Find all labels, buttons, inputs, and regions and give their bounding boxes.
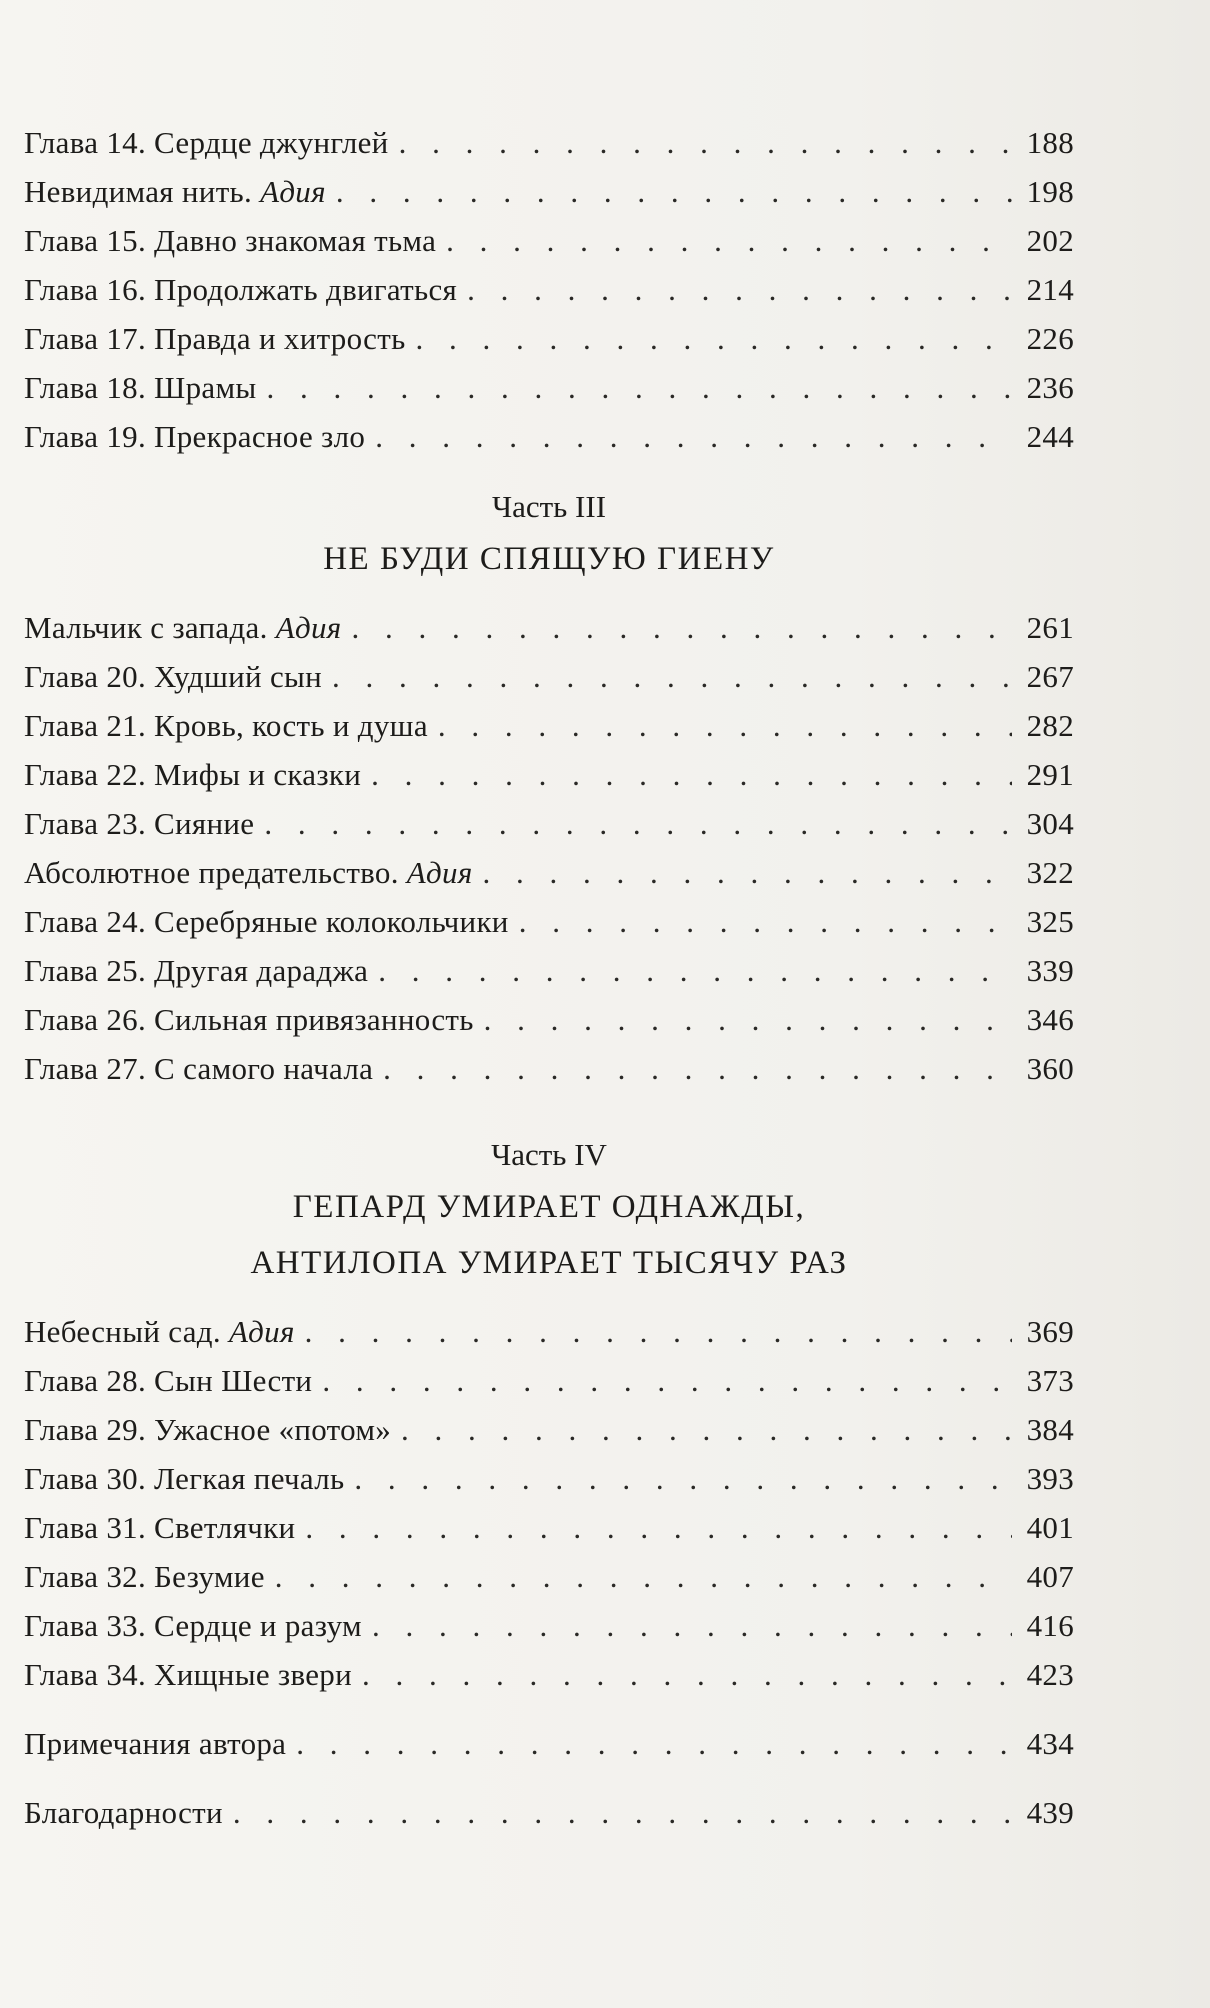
entry-title bbox=[24, 1405, 391, 1454]
page-number: 202 bbox=[1026, 223, 1074, 258]
entry-title bbox=[24, 1601, 362, 1650]
part-4-title-line-2: АНТИЛОПА УМИРАЕТ ТЫСЯЧУ РАЗ bbox=[250, 1245, 848, 1281]
entry-narrator: Адия bbox=[260, 174, 326, 209]
entry-title-text: Глава 31. Светлячки bbox=[24, 1510, 296, 1545]
page-number: 346 bbox=[1026, 1002, 1074, 1037]
page-number: 267 bbox=[1026, 659, 1074, 694]
page-number: 407 bbox=[1026, 1559, 1074, 1594]
toc-entry[interactable] bbox=[24, 1552, 1074, 1601]
toc-part-4-entries bbox=[24, 1307, 1074, 1699]
toc-entry[interactable] bbox=[24, 1454, 1074, 1503]
entry-title-text: Глава 22. Мифы и сказки bbox=[24, 757, 362, 792]
page-number: 226 bbox=[1026, 321, 1074, 356]
entry-title-text: Глава 15. Давно знакомая тьма bbox=[24, 223, 437, 258]
entry-title bbox=[24, 799, 254, 848]
entry-title bbox=[24, 314, 406, 363]
page-number: 188 bbox=[1026, 125, 1074, 160]
entry-title bbox=[24, 265, 457, 314]
table-of-contents bbox=[24, 118, 1074, 1837]
page-number: 244 bbox=[1026, 419, 1074, 454]
entry-title-text: Глава 26. Сильная привязанность bbox=[24, 1002, 474, 1037]
toc-entry-acknowledgements[interactable] bbox=[24, 1788, 1074, 1837]
toc-entry[interactable] bbox=[24, 1601, 1074, 1650]
page-number: 369 bbox=[1026, 1314, 1074, 1349]
toc-entry[interactable] bbox=[24, 265, 1074, 314]
leader-dots bbox=[378, 946, 1012, 995]
entry-title-text: Глава 29. Ужасное «потом» bbox=[24, 1412, 392, 1447]
toc-entry[interactable] bbox=[24, 412, 1074, 461]
page-number: 282 bbox=[1026, 708, 1074, 743]
page-number: 325 bbox=[1026, 904, 1074, 939]
leader-dots bbox=[296, 1719, 1012, 1768]
page-number: 261 bbox=[1026, 610, 1074, 645]
page-number: 214 bbox=[1026, 272, 1074, 307]
entry-title bbox=[24, 1356, 312, 1405]
toc-entry[interactable] bbox=[24, 799, 1074, 848]
entry-title bbox=[24, 1503, 295, 1552]
entry-title bbox=[24, 995, 474, 1044]
toc-entry[interactable] bbox=[24, 1044, 1074, 1093]
entry-title bbox=[24, 897, 509, 946]
leader-dots bbox=[483, 848, 1012, 897]
entry-title bbox=[24, 216, 436, 265]
leader-dots bbox=[446, 216, 1012, 265]
page-number: 360 bbox=[1026, 1051, 1074, 1086]
page-number: 434 bbox=[1026, 1726, 1074, 1761]
toc-entry[interactable] bbox=[24, 750, 1074, 799]
page-number: 423 bbox=[1026, 1657, 1074, 1692]
entry-title bbox=[24, 603, 341, 652]
page-number: 384 bbox=[1026, 1412, 1074, 1447]
toc-part-3-entries bbox=[24, 603, 1074, 1093]
leader-dots bbox=[383, 1044, 1012, 1093]
entry-title-text: Глава 28. Сын Шести bbox=[24, 1363, 313, 1398]
entry-title bbox=[24, 1307, 295, 1356]
entry-narrator: Адия bbox=[406, 855, 473, 890]
page-number: 373 bbox=[1026, 1363, 1074, 1398]
page-number: 236 bbox=[1026, 370, 1074, 405]
toc-entry[interactable] bbox=[24, 1503, 1074, 1552]
entry-title bbox=[24, 412, 365, 461]
part-4-title-line-1: ГЕПАРД УМИРАЕТ ОДНАЖДЫ, bbox=[292, 1189, 806, 1225]
entry-title bbox=[24, 701, 428, 750]
entry-title-text: Глава 19. Прекрасное зло bbox=[24, 419, 366, 454]
part-4-label: Часть IV bbox=[491, 1137, 607, 1172]
entry-title bbox=[24, 1044, 373, 1093]
toc-entry[interactable] bbox=[24, 216, 1074, 265]
toc-entry[interactable] bbox=[24, 995, 1074, 1044]
entry-title bbox=[24, 1552, 265, 1601]
leader-dots bbox=[305, 1503, 1012, 1552]
entry-title-text: Глава 24. Серебряные колокольчики bbox=[24, 904, 509, 939]
part-3-title: НЕ БУДИ СПЯЩУЮ ГИЕНУ bbox=[323, 541, 775, 577]
leader-dots bbox=[362, 1650, 1012, 1699]
entry-title bbox=[24, 750, 361, 799]
toc-entry[interactable] bbox=[24, 363, 1074, 412]
toc-entry[interactable] bbox=[24, 946, 1074, 995]
leader-dots bbox=[305, 1307, 1012, 1356]
entry-title bbox=[24, 1650, 352, 1699]
leader-dots bbox=[275, 1552, 1012, 1601]
leader-dots bbox=[371, 750, 1012, 799]
entry-title bbox=[24, 1454, 344, 1503]
entry-title bbox=[24, 118, 389, 167]
toc-entry[interactable] bbox=[24, 603, 1074, 652]
entry-title-text: Глава 32. Безумие bbox=[24, 1559, 265, 1594]
leader-dots bbox=[519, 897, 1012, 946]
entry-narrator: Адия bbox=[275, 610, 342, 645]
entry-title-text: Небесный сад. bbox=[24, 1314, 229, 1349]
entry-title bbox=[24, 167, 326, 216]
page-number: 393 bbox=[1026, 1461, 1074, 1496]
leader-dots bbox=[322, 1356, 1012, 1405]
leader-dots bbox=[267, 363, 1012, 412]
entry-title-text: Невидимая нить. bbox=[24, 174, 261, 209]
page-number: 339 bbox=[1026, 953, 1074, 988]
leader-dots bbox=[233, 1788, 1012, 1837]
page-number: 416 bbox=[1026, 1608, 1074, 1643]
entry-title-text: Глава 17. Правда и хитрость bbox=[24, 321, 406, 356]
page-number: 304 bbox=[1026, 806, 1074, 841]
page-number: 291 bbox=[1026, 757, 1074, 792]
entry-title-text: Глава 33. Сердце и разум bbox=[24, 1608, 362, 1643]
toc-entry[interactable] bbox=[24, 897, 1074, 946]
toc-entry[interactable] bbox=[24, 1405, 1074, 1454]
entry-title-text: Глава 21. Кровь, кость и душа bbox=[24, 708, 428, 743]
entry-title bbox=[24, 848, 473, 897]
toc-entry[interactable] bbox=[24, 167, 1074, 216]
entry-title-text: Мальчик с запада. bbox=[24, 610, 276, 645]
leader-dots bbox=[351, 603, 1012, 652]
leader-dots bbox=[484, 995, 1012, 1044]
entry-title-text: Глава 25. Другая дараджа bbox=[24, 953, 369, 988]
leader-dots bbox=[372, 1601, 1012, 1650]
toc-entry[interactable] bbox=[24, 1356, 1074, 1405]
toc-entry[interactable] bbox=[24, 848, 1074, 897]
leader-dots bbox=[336, 167, 1012, 216]
entry-title bbox=[24, 652, 322, 701]
leader-dots bbox=[467, 265, 1012, 314]
page-number: 401 bbox=[1026, 1510, 1074, 1545]
entry-title-text: Глава 16. Продолжать двигаться bbox=[24, 272, 458, 307]
leader-dots bbox=[332, 652, 1012, 701]
toc-entry[interactable] bbox=[24, 1650, 1074, 1699]
leader-dots bbox=[438, 701, 1012, 750]
entry-title: Благодарности bbox=[24, 1795, 223, 1830]
leader-dots bbox=[354, 1454, 1012, 1503]
entry-title-text: Глава 30. Легкая печаль bbox=[24, 1461, 345, 1496]
toc-entry[interactable] bbox=[24, 652, 1074, 701]
page-number: 198 bbox=[1026, 174, 1074, 209]
toc-entry[interactable] bbox=[24, 118, 1074, 167]
entry-title-text: Глава 23. Сияние bbox=[24, 806, 255, 841]
entry-title-text: Глава 34. Хищные звери bbox=[24, 1657, 352, 1692]
part-3-label: Часть III bbox=[491, 489, 607, 524]
leader-dots bbox=[416, 314, 1012, 363]
toc-entry[interactable] bbox=[24, 314, 1074, 363]
page-number: 439 bbox=[1026, 1795, 1074, 1830]
entry-title-text: Глава 20. Худший сын bbox=[24, 659, 323, 694]
leader-dots bbox=[399, 118, 1012, 167]
toc-entry[interactable] bbox=[24, 1307, 1074, 1356]
toc-entry-notes[interactable] bbox=[24, 1719, 1074, 1768]
entry-title bbox=[24, 363, 257, 412]
toc-group-1 bbox=[24, 118, 1074, 461]
entry-title bbox=[24, 946, 368, 995]
entry-title-text: Глава 18. Шрамы bbox=[24, 370, 257, 405]
leader-dots bbox=[375, 412, 1012, 461]
entry-title-text: Глава 14. Сердце джунглей bbox=[24, 125, 389, 160]
entry-title-text: Глава 27. С самого начала bbox=[24, 1051, 374, 1086]
page-number: 322 bbox=[1026, 855, 1074, 890]
entry-title: Примечания автора bbox=[24, 1726, 287, 1761]
leader-dots bbox=[264, 799, 1012, 848]
entry-narrator: Адия bbox=[228, 1314, 295, 1349]
entry-title-text: Абсолютное предательство. bbox=[24, 855, 407, 890]
toc-entry[interactable] bbox=[24, 701, 1074, 750]
leader-dots bbox=[401, 1405, 1012, 1454]
